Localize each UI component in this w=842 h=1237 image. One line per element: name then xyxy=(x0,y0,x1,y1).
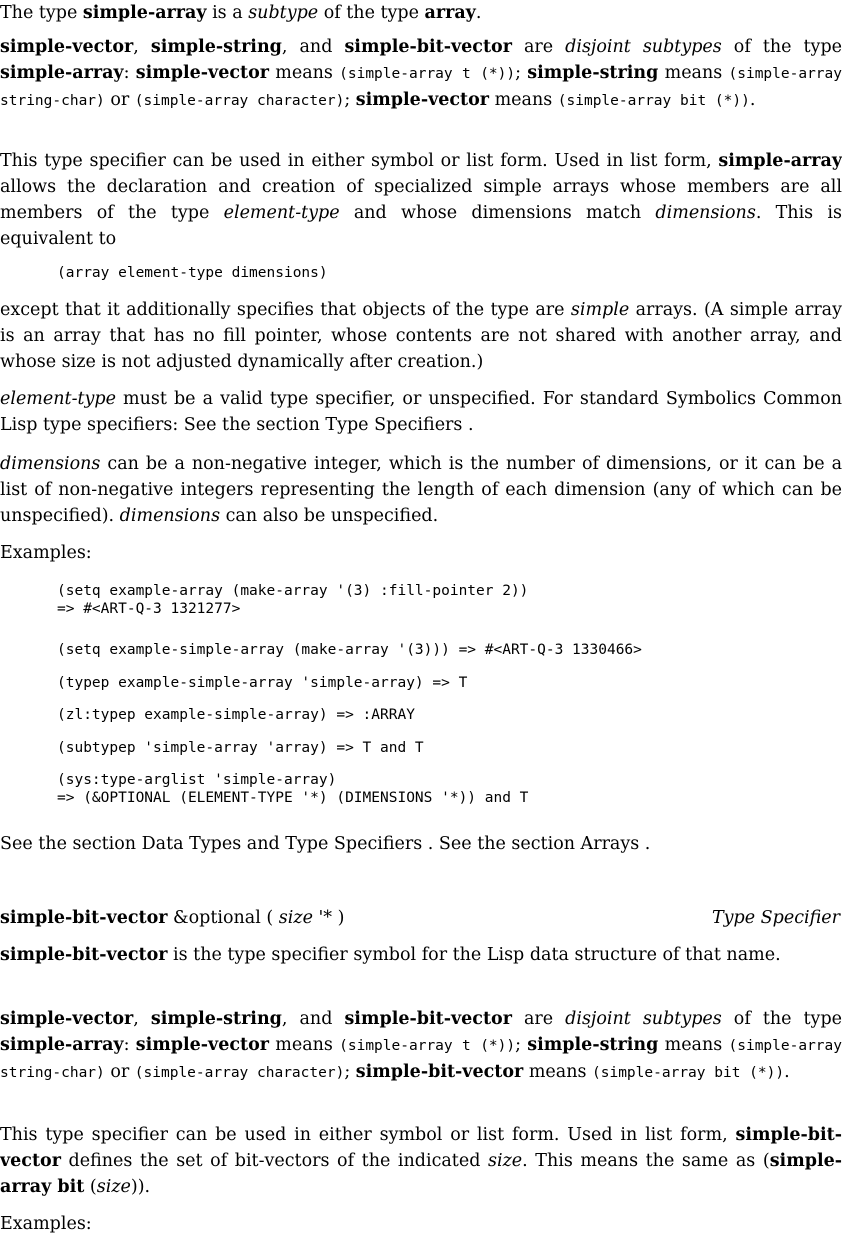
text: means xyxy=(489,90,558,110)
term-subtype: subtype xyxy=(248,3,319,23)
term: simple-vector xyxy=(355,90,490,110)
term: simple-vector xyxy=(135,63,269,83)
term: simple-string xyxy=(527,63,659,83)
text: , and xyxy=(281,1009,345,1029)
example-code: (subtypep 'simple-array 'array) => T and T xyxy=(57,740,424,756)
term: simple-array bit xyxy=(0,1151,842,1197)
term-array: array xyxy=(424,3,476,23)
inline-code: (simple-array character) xyxy=(134,1065,345,1081)
text: ; xyxy=(515,63,528,83)
inline-code: (simple-array string-char) xyxy=(0,66,842,109)
text: except that it additionally specifies that objects of the type are xyxy=(0,300,571,320)
entry-name: simple-bit-vector xyxy=(0,908,168,928)
see-also-text: See the section Data Types and Type Specifiers . See the section Arrays . xyxy=(0,834,651,854)
text: This type specifier can be used in either symbol or list form. Used in list form, xyxy=(0,151,719,171)
text: of the type xyxy=(318,3,425,23)
term: simple-array xyxy=(0,1035,124,1055)
term-italic: size xyxy=(96,1177,131,1197)
inline-code: (simple-array t (*)) xyxy=(339,66,516,82)
text: , and xyxy=(281,37,345,57)
term-italic: size xyxy=(488,1151,523,1171)
text: can also be unspecified. xyxy=(220,506,439,526)
text: means xyxy=(268,1035,340,1055)
disjoint-subtypes-paragraph xyxy=(0,34,842,114)
text: This type specifier can be used in either symbol or list form. Used in list form, xyxy=(0,1125,736,1145)
text: and whose dimensions match xyxy=(339,203,656,223)
term: simple-string xyxy=(527,1035,659,1055)
inline-code: (simple-array t (*)) xyxy=(339,1038,516,1054)
text: defines the set of bit-vectors of the indicated xyxy=(60,1151,488,1171)
term-italic: dimensions xyxy=(0,454,101,474)
example-code: (zl:typep example-simple-array) => :ARRAY xyxy=(57,707,415,723)
entry-args: '* ) xyxy=(312,908,345,928)
text: is a xyxy=(206,3,249,23)
label: Examples: xyxy=(0,1214,92,1234)
example-code: (setq example-simple-array (make-array '(3))) => #<ART-Q-3 1330466> xyxy=(57,642,642,658)
text: allows the declaration and creation of specialized simple arrays whose members are all members of the type xyxy=(0,177,842,223)
text: can be a non-negative integer, which is the number of dimensions, or it can be a list of non-negative integers representing the length of each dimension (any of which can be unspecified). xyxy=(0,454,842,526)
inline-code: (simple-array character) xyxy=(134,93,345,109)
term: simple-bit-vector xyxy=(355,1062,524,1082)
text: ; xyxy=(344,1062,356,1082)
example-code: (setq example-array (make-array '(3) :fill-pointer 2)) => #<ART-Q-3 1321277> xyxy=(57,583,529,617)
term-italic: dimensions xyxy=(119,506,221,526)
label: Examples: xyxy=(0,543,92,563)
term-simple-array: simple-array xyxy=(82,3,207,23)
text: : xyxy=(123,63,136,83)
term-italic: disjoint subtypes xyxy=(565,1009,722,1029)
text: are xyxy=(511,37,566,57)
sbv-examples-label xyxy=(0,1211,842,1237)
dimensions-paragraph xyxy=(0,451,842,529)
entry-kind: Type Specifier xyxy=(711,908,840,928)
text: ( xyxy=(84,1177,97,1197)
term: simple-array xyxy=(718,151,842,171)
example-code: (typep example-simple-array 'simple-array) => T xyxy=(57,675,468,691)
simple-array-intro xyxy=(0,0,842,26)
inline-code: (simple-array bit (*)) xyxy=(592,1065,785,1081)
sbv-disjoint-paragraph xyxy=(0,1006,842,1086)
text: The type xyxy=(0,3,83,23)
entry-header xyxy=(0,905,842,931)
term-italic: simple xyxy=(570,300,630,320)
term-italic: element-type xyxy=(223,203,340,223)
text: , xyxy=(133,37,151,57)
term: simple-string xyxy=(150,1009,282,1029)
text: . xyxy=(475,3,482,23)
text: are xyxy=(511,1009,566,1029)
term: simple-bit-vector xyxy=(344,1009,512,1029)
term-italic: element-type xyxy=(0,389,116,409)
example-code: (sys:type-arglist 'simple-array) => (&OPTIONAL (ELEMENT-TYPE '*) (DIMENSIONS '*)) and T xyxy=(57,772,529,806)
text: . This means the same as ( xyxy=(522,1151,770,1171)
entry-arg-size: size xyxy=(278,908,313,928)
inline-code: (simple-array bit (*)) xyxy=(557,93,750,109)
term-italic: disjoint subtypes xyxy=(565,37,722,57)
term: simple-array xyxy=(0,63,124,83)
term: simple-vector xyxy=(135,1035,269,1055)
text: means xyxy=(658,1035,729,1055)
text: must be a valid type specifier, or unspecified. For standard Symbolics Common Lisp type specifiers: See the section Type Specifiers . xyxy=(0,389,842,435)
text: ; xyxy=(344,90,356,110)
code-equivalent: (array element-type dimensions) xyxy=(57,265,328,281)
term: simple-vector xyxy=(0,37,134,57)
term: simple-bit-vector xyxy=(0,945,168,965)
term: simple-bit-vector xyxy=(0,1125,842,1171)
text: )). xyxy=(130,1177,151,1197)
simple-definition-paragraph xyxy=(0,297,842,375)
text: : xyxy=(123,1035,136,1055)
text: of the type xyxy=(721,37,842,57)
text: ; xyxy=(515,1035,528,1055)
inline-code: (simple-array string-char) xyxy=(0,1038,842,1081)
sbv-intro xyxy=(0,942,842,968)
text: means xyxy=(523,1062,593,1082)
term: simple-bit-vector xyxy=(344,37,512,57)
text: . xyxy=(749,90,756,110)
text: or xyxy=(104,1062,135,1082)
text: arrays. (A simple array is an array that has no fill pointer, whose contents are not shared with another array, and whose size is not adjusted dynamically after creation.) xyxy=(0,300,842,372)
text: . This is equivalent to xyxy=(0,203,842,249)
term-italic: dimensions xyxy=(655,203,756,223)
text: means xyxy=(658,63,729,83)
text: means xyxy=(268,63,340,83)
text: of the type xyxy=(721,1009,842,1029)
sbv-list-form-paragraph xyxy=(0,1122,842,1200)
text: is the type specifier symbol for the Lisp data structure of that name. xyxy=(167,945,781,965)
text: , xyxy=(133,1009,151,1029)
term: simple-string xyxy=(150,37,282,57)
text: or xyxy=(104,90,135,110)
entry-args: &optional ( xyxy=(167,908,279,928)
term: simple-vector xyxy=(0,1009,134,1029)
element-type-paragraph xyxy=(0,386,842,438)
text: . xyxy=(784,1062,790,1082)
list-form-paragraph xyxy=(0,148,842,252)
see-also xyxy=(0,831,842,857)
examples-label xyxy=(0,540,842,566)
